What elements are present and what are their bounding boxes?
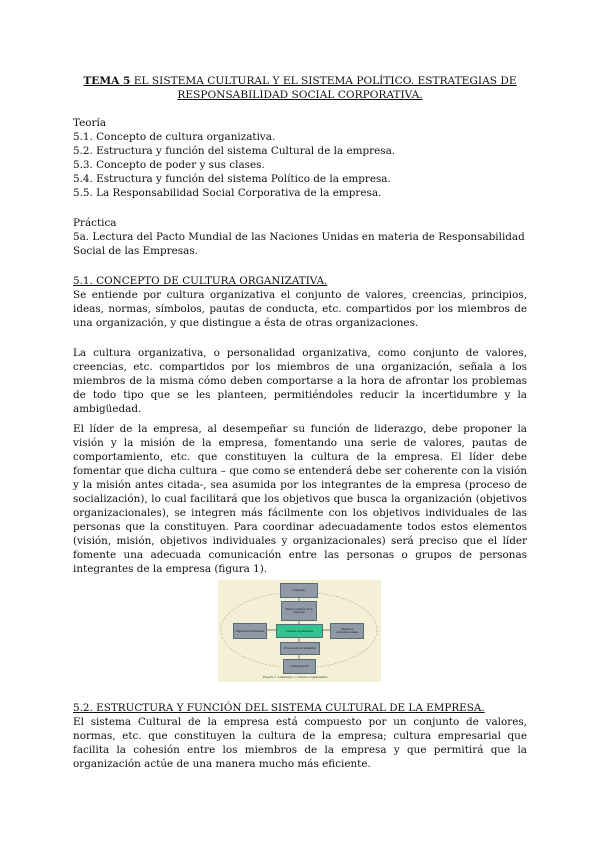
- box-socializacion: Proceso de socialización: [280, 642, 320, 655]
- paragraph: La cultura organizativa, o personalidad organizativa, como conjunto de valores, creencias, etc. compartidos por los miembros de una organización, señala a los miembros de la misma cómo deben comportarse a la hora de afrontar los problemas de todo tipo que se les planteen, permitiéndoles reducir la incertidumbre y la ambigüedad.: [73, 347, 527, 415]
- section-heading: 5.1. CONCEPTO DE CULTURA ORGANIZATIVA.: [73, 275, 328, 287]
- figure-1-diagram: [218, 580, 381, 682]
- section-5-1-p2: [73, 346, 527, 416]
- teoria-label: Teoría: [73, 117, 107, 129]
- practica-item: 5a. Lectura del Pacto Mundial de las Naciones Unidas en materia de Responsabilidad Social de las Empresas.: [73, 231, 525, 257]
- box-comunicacion: Comunicación: [283, 659, 316, 674]
- section-5-1-p3: [73, 422, 527, 576]
- paragraph: Se entiende por cultura organizativa el conjunto de valores, creencias, principios, ideas, normas, símbolos, pautas de conducta, etc. compartidos por los miembros de una organización, y que distingue a ésta de otras organizaciones.: [73, 289, 527, 329]
- paragraph: El sistema Cultural de la empresa está compuesto por un conjunto de valores, normas, etc. que constituyen la cultura de la empresa; cultura empresarial que facilita la cohesión entre los miembros de la empresa y que permitirá que la organización actúe de una manera mucho más eficiente.: [73, 716, 527, 770]
- section-heading: 5.2. ESTRUCTURA Y FUNCIÓN DEL SISTEMA CULTURAL DE LA EMPRESA.: [73, 702, 485, 714]
- figure-caption: Figura 1. Liderazgo y cultura organizativa: [263, 675, 328, 679]
- title-text: EL SISTEMA CULTURAL Y EL SISTEMA POLÍTICO. ESTRATEGIAS DE RESPONSABILIDAD SOCIAL CORPORATIVA.: [130, 75, 517, 101]
- section-5-1: [73, 274, 527, 330]
- box-liderazgo: Liderazgo: [280, 583, 318, 598]
- box-vision-mision: Visión y misión de la empresa: [281, 601, 317, 621]
- box-objetivos-organizacionales: Objetivos organizacionales: [330, 623, 364, 639]
- teoria-section: [73, 116, 527, 200]
- teoria-item: 5.4. Estructura y función del sistema Político de la empresa.: [73, 173, 391, 185]
- section-5-2: [73, 701, 527, 771]
- box-objetivos-individuales: Objetivos individuales: [233, 623, 267, 639]
- teoria-item: 5.5. La Responsabilidad Social Corporativa de la empresa.: [73, 187, 382, 199]
- box-cultura-organizativa: Cultura organizativa: [276, 624, 323, 638]
- document-title: [73, 74, 527, 102]
- title-prefix: TEMA 5: [83, 75, 131, 87]
- practica-label: Práctica: [73, 217, 117, 229]
- teoria-item: 5.1. Concepto de cultura organizativa.: [73, 131, 276, 143]
- teoria-item: 5.3. Concepto de poder y sus clases.: [73, 159, 265, 171]
- practica-section: [73, 216, 527, 258]
- teoria-item: 5.2. Estructura y función del sistema Cultural de la empresa.: [73, 145, 396, 157]
- paragraph: El líder de la empresa, al desempeñar su función de liderazgo, debe proponer la visión y la misión de la empresa, fomentando una serie de valores, pautas de comportamiento, etc. que constituyen la cultura de la empresa. El líder debe fomentar que dicha cultura – que como se entenderá debe ser coherente con la visión y la misión antes citada-, sea asumida por los integrantes de la empresa (proceso de socialización), lo cual facilitará que los objetivos que busca la organización (objetivos organizacionales), se integren más fácilmente con los objetivos individuales de las personas que la constituyen. Para coordinar adecuadamente todos estos elementos (visión, misión, objetivos individuales y organizacionales) será preciso que el líder fomente una adecuada comunicación entre las personas o grupos de personas integrantes de la empresa (figura 1).: [73, 423, 527, 575]
